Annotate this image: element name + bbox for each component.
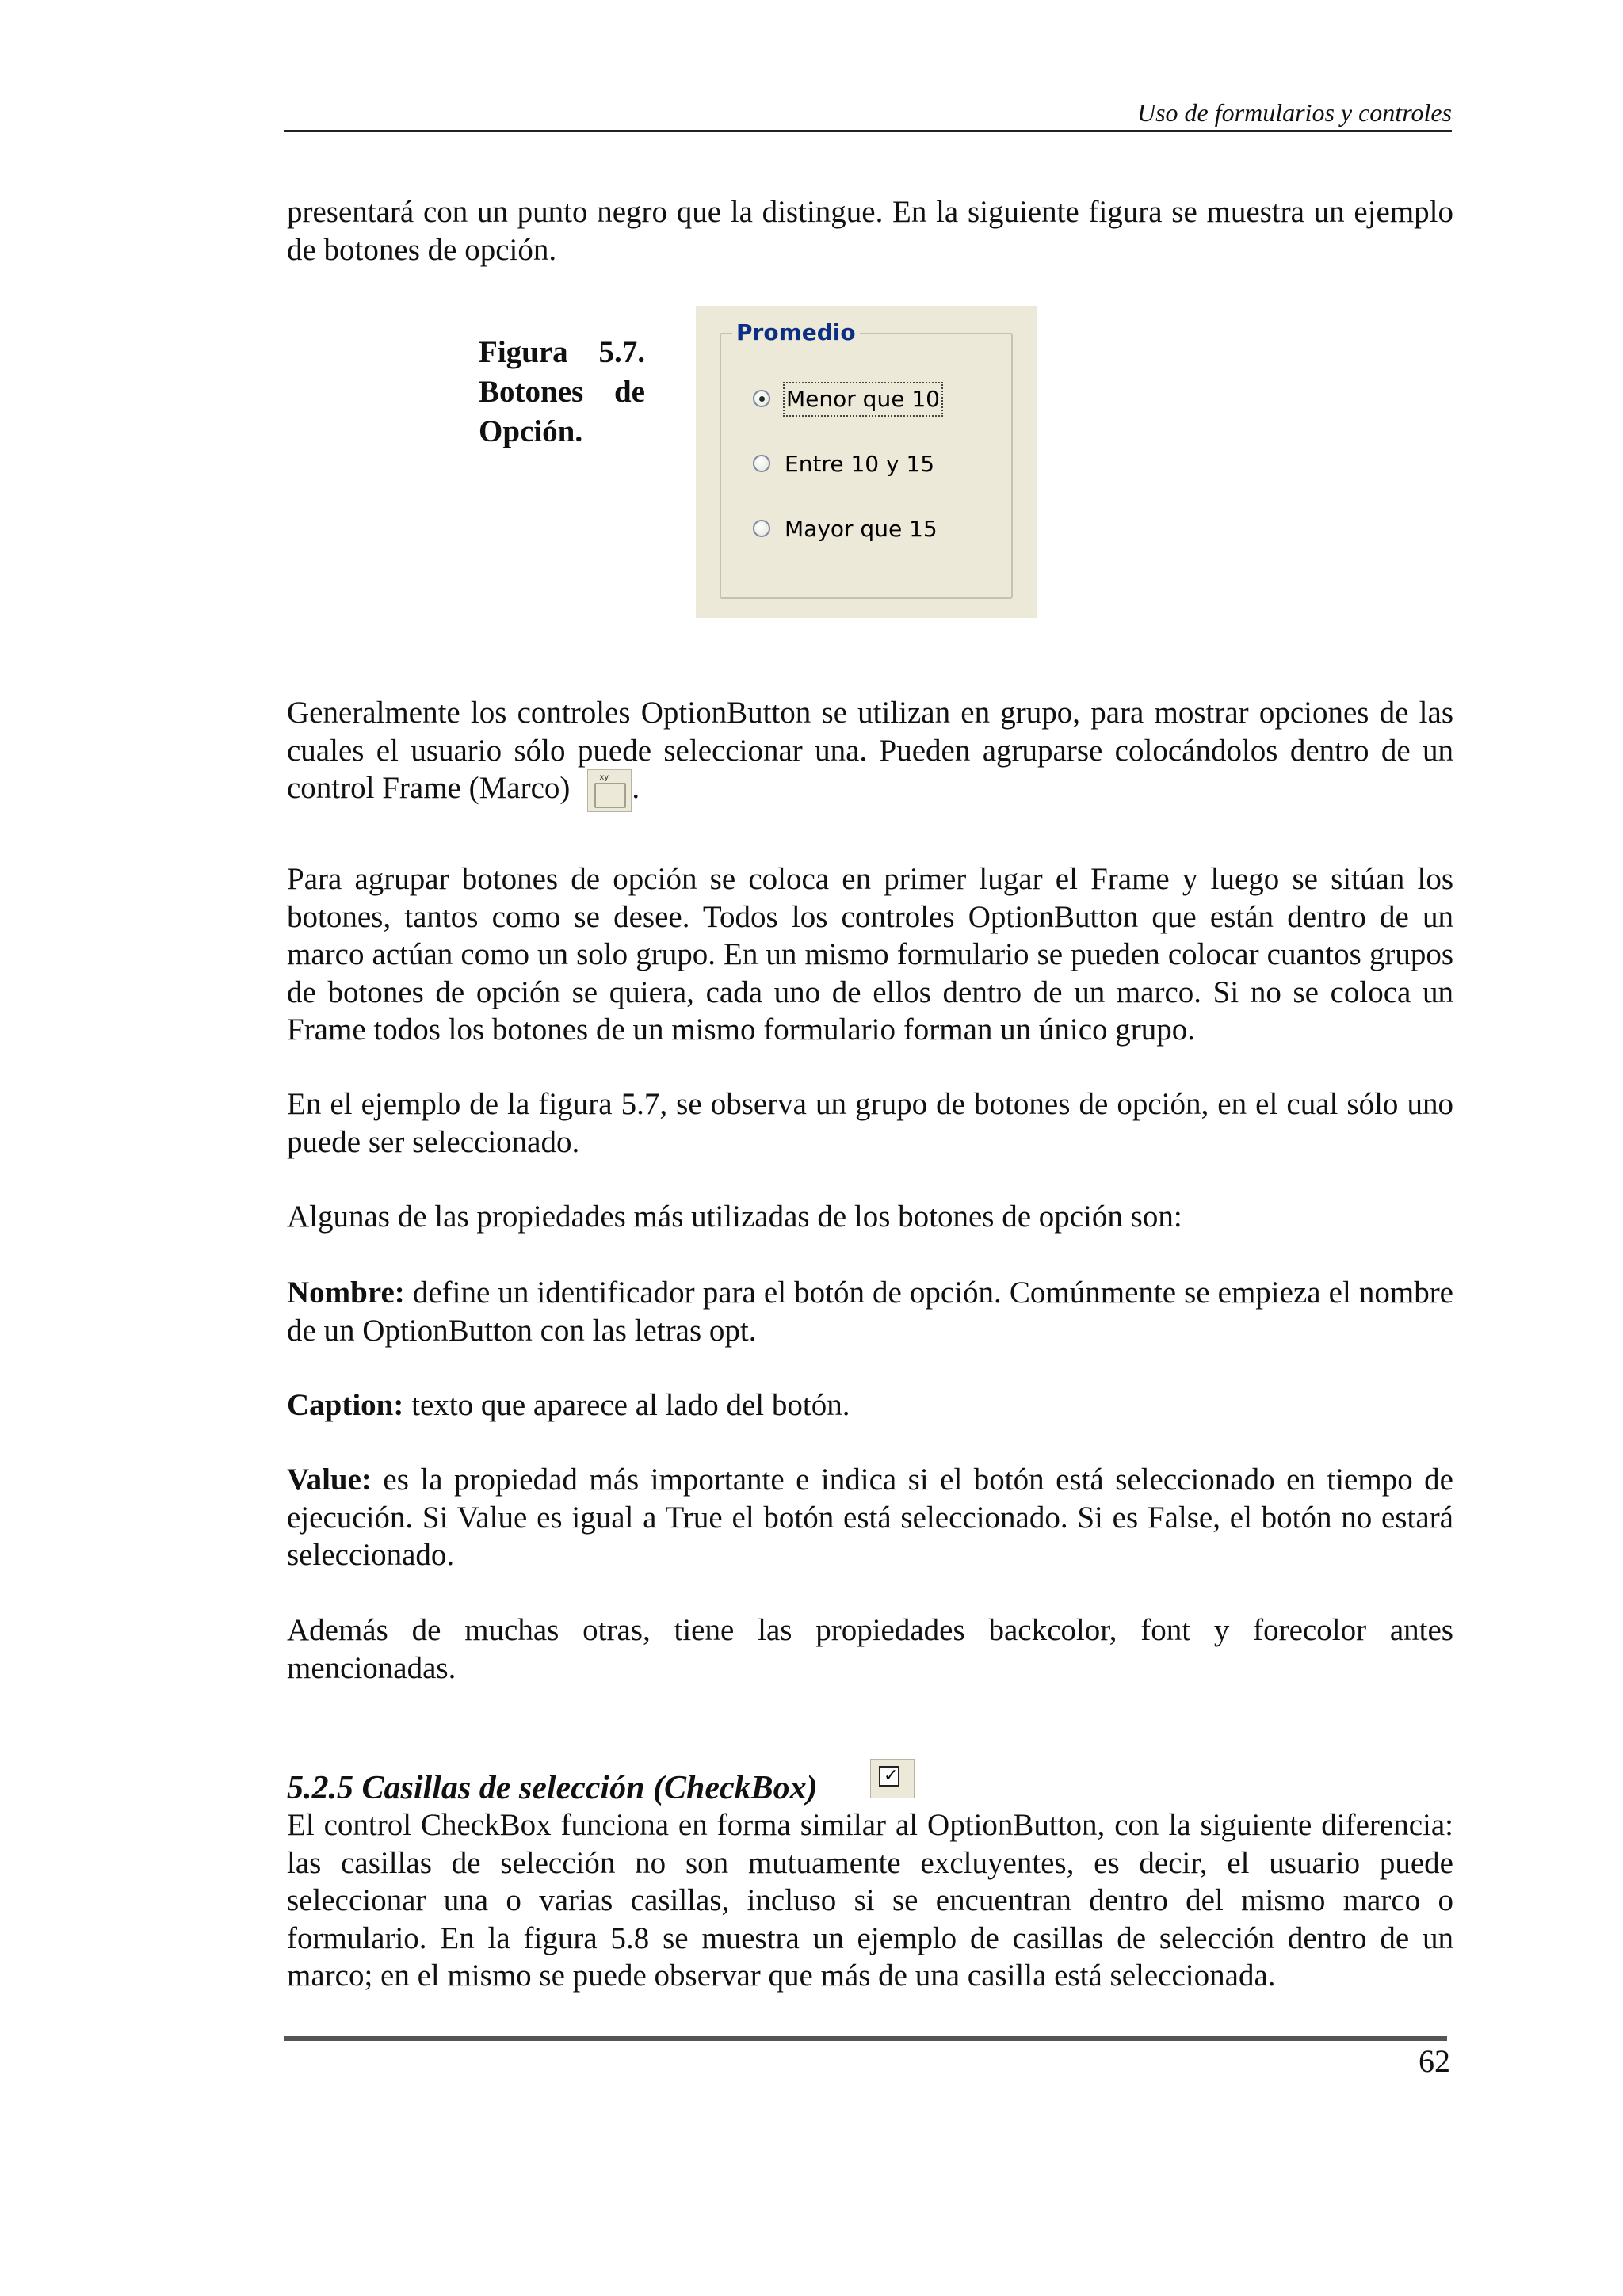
page-number: 62 bbox=[1419, 2043, 1450, 2079]
radio-button-icon[interactable] bbox=[753, 455, 770, 472]
property-value bbox=[287, 1461, 1453, 1574]
paragraph-properties-intro: Algunas de las propiedades más utilizadas de los botones de opción son: bbox=[287, 1199, 1182, 1234]
intro-paragraph: presentará con un punto negro que la distingue. En la siguiente figura se muestra un ejemplo de botones de opción. bbox=[287, 195, 1453, 267]
checkbox-control-icon bbox=[870, 1759, 915, 1798]
radio-option-label[interactable]: Mayor que 15 bbox=[785, 516, 938, 542]
property-nombre bbox=[287, 1274, 1453, 1349]
paragraph-example: En el ejemplo de la figura 5.7, se observa un grupo de botones de opción, en el cual sólo uno puede ser seleccionado. bbox=[287, 1087, 1453, 1159]
figure-caption-title-1: Botones de bbox=[479, 375, 645, 409]
frame-group-title: Promedio bbox=[732, 317, 860, 349]
paragraph-text: Generalmente los controles OptionButton se utilizan en grupo, para mostrar opciones de las cuales el usuario sólo puede seleccionar una. Pueden agruparse colocándolos dentro de un control Frame (Marco) bbox=[287, 696, 1453, 805]
figure-caption-number: Figura 5.7. bbox=[479, 335, 645, 369]
paragraph-grouping: Para agrupar botones de opción se coloca en primer lugar el Frame y luego se sitúan los botones, tantos como se desee. Todos los controles OptionButton que están dentro de un marco actúan como un solo grupo. En un mismo formulario se pueden colocar cuantos grupos de botones de opción se quiera, cada uno de ellos dentro de un marco. Si no se coloca un Frame todos los botones de un mismo formulario forman un único grupo. bbox=[287, 862, 1453, 1047]
radio-button-icon[interactable] bbox=[753, 520, 770, 537]
radio-button-icon[interactable] bbox=[753, 390, 770, 407]
running-header: Uso de formularios y controles bbox=[1136, 98, 1452, 127]
radio-selected-dot bbox=[759, 396, 765, 402]
header-rule bbox=[284, 130, 1452, 132]
footer-rule bbox=[284, 2036, 1447, 2041]
property-definition: texto que aparece al lado del botón. bbox=[403, 1388, 850, 1422]
property-caption bbox=[287, 1386, 1453, 1425]
paragraph-optionbutton-groups bbox=[287, 694, 1453, 812]
frame-icon-caption: xy bbox=[599, 773, 609, 783]
figure-caption-title-2: Opción. bbox=[479, 414, 583, 448]
frame-control-icon bbox=[587, 769, 632, 812]
checkmark-icon: ✓ bbox=[884, 1766, 899, 1786]
checkbox-icon-box bbox=[879, 1766, 899, 1787]
radio-option-label[interactable]: Entre 10 y 15 bbox=[785, 451, 935, 477]
section-heading: 5.2.5 Casillas de selección (CheckBox) bbox=[287, 1770, 818, 1806]
property-term: Nombre: bbox=[287, 1276, 405, 1310]
property-term: Caption: bbox=[287, 1388, 404, 1422]
paragraph-checkbox: El control CheckBox funciona en forma similar al OptionButton, con la siguiente diferencia: las casillas de selección no son mutuamente excluyentes, es decir, el usuario puede seleccionar una o varias casillas, incluso si se encuentran dentro del mismo marco o formulario. En la figura 5.8 se muestra un ejemplo de casillas de selección dentro de un marco; en el mismo se puede observar que más de una casilla está seleccionada. bbox=[287, 1808, 1453, 1993]
paragraph-end: . bbox=[632, 771, 640, 805]
radio-option-label[interactable]: Menor que 10 bbox=[785, 383, 941, 415]
property-term: Value: bbox=[287, 1463, 372, 1497]
option-buttons-figure bbox=[696, 306, 1037, 618]
figure-caption bbox=[479, 333, 645, 452]
paragraph-other-properties: Además de muchas otras, tiene las propiedades backcolor, font y forecolor antes mencionadas. bbox=[287, 1613, 1453, 1685]
property-definition: define un identificador para el botón de opción. Comúnmente se empieza el nombre de un OptionButton con las letras opt. bbox=[287, 1276, 1453, 1348]
property-definition: es la propiedad más importante e indica si el botón está seleccionado en tiempo de ejecución. Si Value es igual a True el botón está seleccionado. Si es False, el botón no estará seleccionado. bbox=[287, 1463, 1453, 1572]
frame-icon-box bbox=[594, 783, 626, 808]
